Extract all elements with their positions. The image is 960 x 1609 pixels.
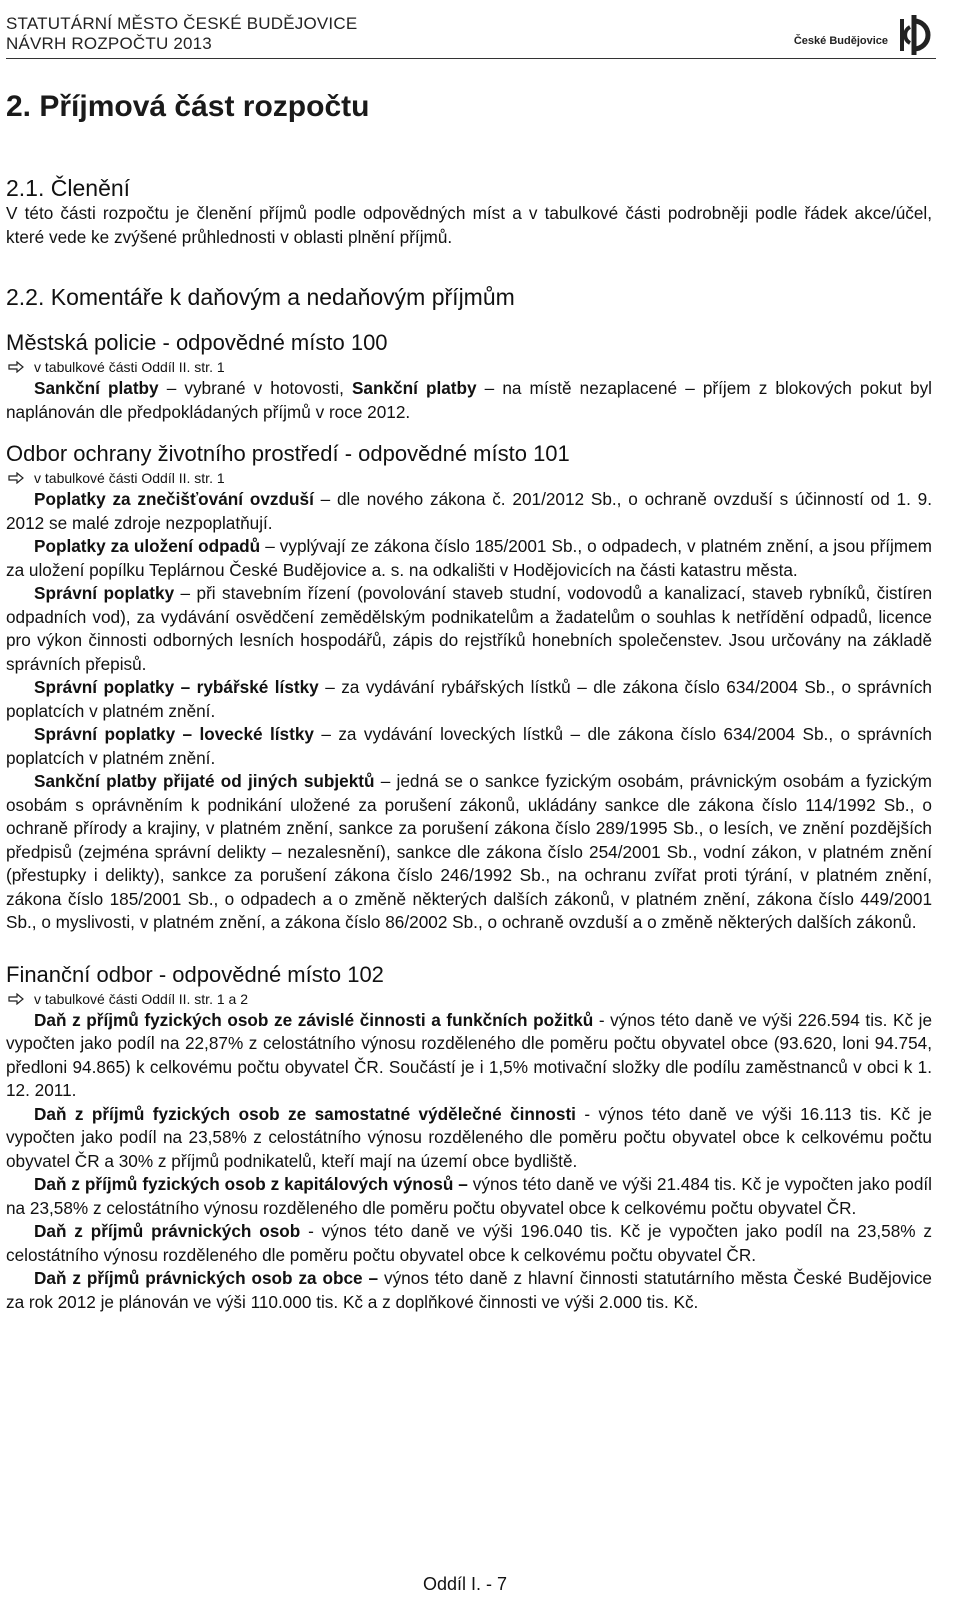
org-name: STATUTÁRNÍ MĚSTO ČESKÉ BUDĚJOVICE bbox=[6, 14, 358, 33]
header-rule bbox=[6, 58, 936, 59]
oozp-heading: Odbor ochrany životního prostředí - odpovědné místo 101 bbox=[6, 441, 570, 466]
oozp-term-4: Správní poplatky – rybářské lístky bbox=[34, 677, 319, 697]
logo-text: České Budějovice bbox=[793, 35, 888, 47]
fo-text-1: - výnos této daně ve výši 226.594 tis. Kč je vypočten jako podíl na 22,87% z celostátního výnosu rozděleného dle poměru počtu obyvatel obce (93.620, loni 94.754, předloni 94.865) k celkovému počtu obyvatel ČR. Součástí je i 1,5% motivační složky dle podílu zaměstnanců v obci k 1. 12. 2011. bbox=[6, 1009, 933, 1100]
fo-paragraph-2 bbox=[6, 1103, 932, 1174]
oozp-text-6: – jedná se o sankce fyzickým osobám, právnickým osobám a fyzickým osobám s oprávněním k podnikání uložené za porušení zákonů, ukládány sankce dle zákona číslo 114/1992 Sb., o ochraně přírody a krajiny, v platném znění, sankce za porušení zákona číslo 289/1995 Sb., o lesích, ve znění pozdějších předpisů (zejména správní delikty – nezalesnění), sankce dle zákona číslo 254/2001 Sb., vodní zákon, v platném znění (přestupky i delikty), sankce za porušení zákona číslo 246/1992 Sb., na ochranu zvířat proti týrání, v platném znění, zákona číslo 185/2001 Sb., o odpadech a o změně některých dalších zákonů, v platném znění, zákona číslo 449/2001 Sb., o myslivosti, v platném znění, a zákona číslo 86/2002 Sb., o ochraně ovzduší a o změně některých dalších zákonů. bbox=[6, 771, 932, 932]
oozp-reference-text: v tabulkové části Oddíl II. str. 1 bbox=[34, 470, 225, 486]
oozp-paragraph-2 bbox=[6, 535, 932, 582]
fo-text-3: výnos této daně ve výši 21.484 tis. Kč je vypočten jako podíl na 23,58% z celostátního výnosu rozděleného dle poměru počtu obyvatel obce k celkovému počtu obyvatel ČR. bbox=[6, 1174, 932, 1218]
fo-text-5: výnos této daně z hlavní činnosti statutárního města České Budějovice za rok 2012 je plánován ve výši 110.000 tis. Kč a z doplňkové činnosti ve výši 2.000 tis. Kč. bbox=[6, 1268, 932, 1312]
fo-reference bbox=[8, 989, 932, 1009]
fo-term-5: Daň z příjmů právnických osob za obce – bbox=[34, 1268, 379, 1288]
arrow-right-icon bbox=[8, 993, 24, 1005]
oozp-reference bbox=[8, 468, 932, 488]
oozp-text-2: – vyplývají ze zákona číslo 185/2001 Sb., o odpadech, v platném znění, a jsou příjmem za uložení popílku Teplárnou České Budějovice a. s. na odkališti v Hodějovicích na části katastru města. bbox=[6, 536, 932, 580]
document-body bbox=[6, 84, 932, 1314]
page-title: 2. Příjmová část rozpočtu bbox=[6, 90, 370, 123]
page-number: Oddíl I. - 7 bbox=[422, 1574, 508, 1594]
oozp-term-2: Poplatky za uložení odpadů bbox=[34, 536, 261, 556]
fo-term-2: Daň z příjmů fyzických osob ze samostatné výdělečné činnosti bbox=[34, 1103, 576, 1124]
fo-term-4: Daň z příjmů právnických osob bbox=[34, 1221, 301, 1241]
fo-paragraph-1 bbox=[6, 1009, 932, 1103]
oozp-term-1: Poplatky za znečišťování ovzduší bbox=[34, 489, 314, 509]
oozp-text-5: – za vydávání loveckých lístků – dle zákona číslo 634/2004 Sb., o správních poplatcích v platném znění. bbox=[6, 724, 932, 768]
fo-paragraph-4 bbox=[6, 1220, 932, 1267]
mp-text-1: – vybrané v hotovosti, bbox=[158, 378, 352, 398]
oozp-term-3: Správní poplatky bbox=[34, 583, 175, 603]
oozp-text-4: – za vydávání rybářských lístků – dle zákona číslo 634/2004 Sb., o správních poplatcích v platném znění. bbox=[6, 677, 932, 721]
oozp-paragraph-1 bbox=[6, 488, 932, 535]
oozp-term-6: Sankční platby přijaté od jiných subjektů bbox=[34, 771, 375, 791]
fo-term-3: Daň z příjmů fyzických osob z kapitálových výnosů – bbox=[34, 1174, 468, 1194]
oozp-paragraph-3 bbox=[6, 582, 932, 676]
fo-text-2: - výnos této daně ve výši 16.113 tis. Kč je vypočten jako podíl na 23,58% z celostátního výnosu rozděleného dle poměru počtu obyvatel obce k celkovému počtu obyvatel ČR a 30% z příjmů podnikatelů, kteří mají na území obce bydliště. bbox=[6, 1103, 932, 1171]
mp-term-2: Sankční platby bbox=[351, 378, 477, 398]
arrow-right-icon bbox=[8, 472, 24, 484]
oozp-paragraph-4 bbox=[6, 676, 932, 723]
document-name: NÁVRH ROZPOČTU 2013 bbox=[6, 34, 212, 53]
section-2-1-heading bbox=[6, 174, 932, 202]
oozp-text-1: – dle nového zákona č. 201/2012 Sb., o ochraně ovzduší s účinností od 1. 9. 2012 se malé zdroje nezpoplatňují. bbox=[6, 489, 932, 533]
arrow-right-icon bbox=[8, 361, 24, 373]
mp-reference-text: v tabulkové části Oddíl II. str. 1 bbox=[34, 359, 225, 375]
page-header bbox=[6, 14, 936, 64]
section-2-1-number: 2.1. bbox=[6, 175, 45, 201]
fo-text-4: - výnos této daně ve výši 196.040 tis. Kč je vypočten jako podíl na 23,58% z celostátního výnosu rozděleného dle poměru počtu obyvatel obce k celkovému počtu obyvatel ČR. bbox=[6, 1221, 932, 1265]
oozp-term-5: Správní poplatky – lovecké lístky bbox=[34, 724, 314, 744]
oozp-paragraph-6 bbox=[6, 770, 932, 935]
mp-term-1: Sankční platby bbox=[34, 378, 159, 398]
fo-term-1: Daň z příjmů fyzických osob ze závislé činnosti a funkčních požitků bbox=[34, 1009, 594, 1030]
fo-paragraph-5 bbox=[6, 1267, 932, 1314]
section-2-1-title: Členění bbox=[50, 175, 131, 201]
mp-heading: Městská policie - odpovědné místo 100 bbox=[6, 330, 388, 355]
fo-paragraph-3 bbox=[6, 1173, 932, 1220]
mp-reference bbox=[8, 357, 932, 377]
section-2-2-heading: 2.2. Komentáře k daňovým a nedaňovým příjmům bbox=[6, 284, 515, 310]
city-logo bbox=[794, 14, 936, 56]
fo-heading: Finanční odbor - odpovědné místo 102 bbox=[6, 961, 384, 987]
fo-reference-text: v tabulkové části Oddíl II. str. 1 a 2 bbox=[34, 990, 248, 1007]
oozp-paragraph-5 bbox=[6, 723, 932, 770]
mp-paragraph bbox=[6, 377, 932, 424]
oozp-text-3: – při stavebním řízení (povolování staveb studní, vodovodů a kanalizací, staveb rybníků, čistíren odpadních vod), za vydávání osvědčení zemědělským podnikatelům a žadatelům o souhlas k netřídění odpadů, licence pro výkon činnosti odborných lesních hospodářů, zápis do rejstříků honebních společenstev. Jsou určovány na základě správních přepisů. bbox=[6, 583, 932, 674]
mp-text-2: – na místě nezaplacené – příjem z blokových pokut byl naplánován dle předpokládaných příjmů v roce 2012. bbox=[6, 378, 932, 422]
city-logo-icon bbox=[892, 13, 936, 57]
section-2-1-text: V této části rozpočtu je členění příjmů podle odpovědných míst a v tabulkové části podrobněji podle řádek akce/účel, které vede ke zvýšené průhlednosti v oblasti plnění příjmů. bbox=[6, 203, 932, 247]
